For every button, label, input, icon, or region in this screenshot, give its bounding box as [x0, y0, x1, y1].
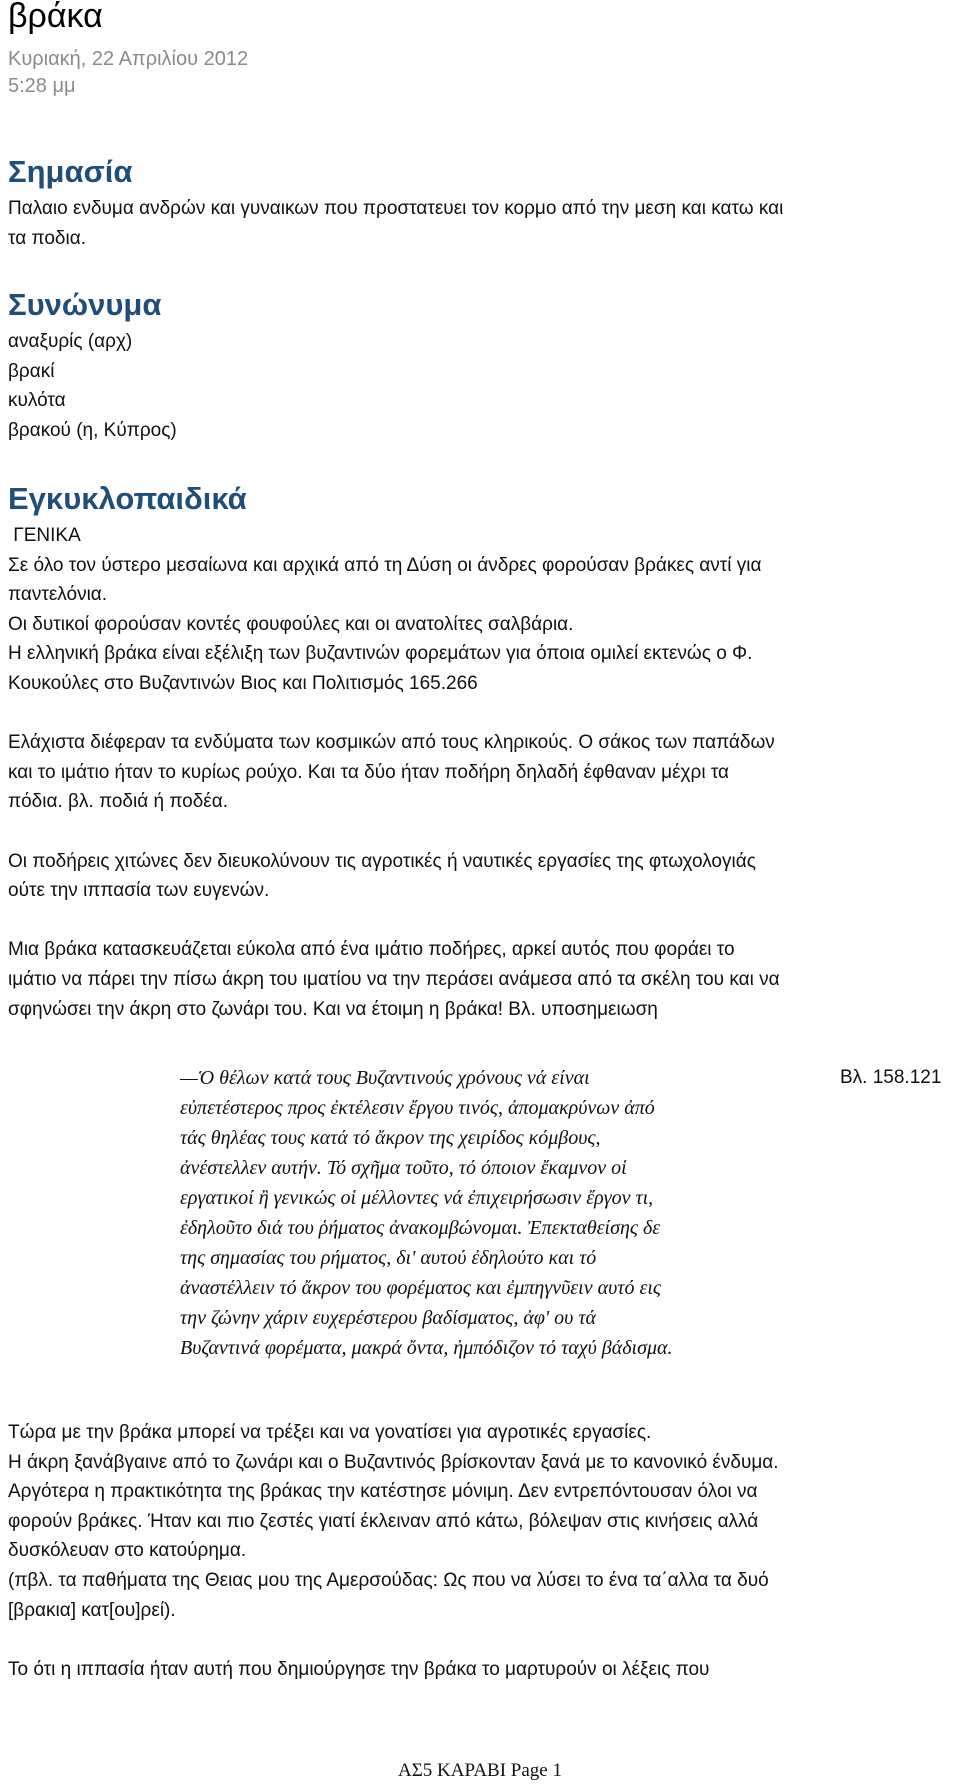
list-item: βρακί [8, 360, 55, 382]
quote-line: τάς θηλέας τους κατά τό ἄκρον της χειρίδος κόμβους, [180, 1127, 601, 1149]
text-line: τα ποδια. [8, 227, 86, 249]
text-line: παντελόνια. [8, 584, 108, 606]
quote-reference: Βλ. 158.121 [840, 1067, 942, 1088]
byzantine-quote [180, 1063, 820, 1363]
page-date: Κυριακή, 22 Απριλίου 2012 [8, 48, 249, 70]
quote-line: της σημασίας του ρήματος, δι' αυτού ἐδηλούτο και τό [180, 1247, 597, 1269]
text-line: Μια βράκα κατασκευάζεται εύκολα από ένα ιμάτιο ποδήρες, αρκεί αυτός που φοράει το [8, 939, 735, 961]
text-line: πόδια. βλ. ποδιά ή ποδέα. [8, 791, 229, 813]
synonyms-list [8, 327, 943, 445]
encyclopedic-heading: Εγκυκλοπαιδικά [8, 481, 247, 516]
page-time: 5:28 μμ [8, 75, 76, 97]
quote-line: ἀναστέλλειν τό ἄκρον του φορέματος και ἐμπηγνῦειν αυτό εις [180, 1277, 661, 1299]
page-title: βράκα [8, 0, 103, 35]
text-line: Παλαιο ενδυμα ανδρών και γυναικων που προστατευει τον κορμο από την μεση και κατω και [8, 198, 784, 219]
text-line: σφηνώσει την άκρη στο ζωνάρι του. Και να έτοιμη η βράκα! Βλ. υποσημειωση [8, 998, 658, 1020]
text-line: Το ότι η ιππασία ήταν αυτή που δημιούργησε την βράκα το μαρτυρούν οι λέξεις που [8, 1658, 710, 1680]
text-line: Η άκρη ξανάβγαινε από το ζωνάρι και ο Βυζαντινός βρίσκονταν ξανά με το κανονικό ένδυμα. [8, 1451, 779, 1473]
text-line: Κουκούλες στο Βυζαντινών Βιος και Πολιτισμός 165.266 [8, 672, 478, 694]
text-line: Τώρα με την βράκα μπορεί να τρέξει και να γονατίσει για αγροτικές εργασίες. [8, 1422, 652, 1443]
text-line: φορούν βράκες. Ήταν και πιο ζεστές γιατί έκλειναν από κάτω, βόλεψαν στις κινήσεις αλλά [8, 1510, 759, 1532]
quote-line: ἐδηλοῦτο διά του ῥήματος ἀνακομβώνομαι. Ἐπεκταθείσης δε [180, 1217, 661, 1239]
quote-line: εργατικοί ἢ γενικώς οἱ μέλλοντες νά ἐπιχειρήσωσιν ἔργον τι, [180, 1187, 654, 1209]
meaning-heading: Σημασία [8, 154, 133, 189]
text-line: Ελάχιστα διέφεραν τα ενδύματα των κοσμικών από τους κληρικούς. Ο σάκος των παπάδων [8, 732, 775, 754]
list-item: κυλότα [8, 390, 66, 412]
meaning-text [8, 194, 943, 253]
text-line: (πβλ. τα παθήματα της Θειας μου της Αμερσούδας: Ως που να λύσει το ένα τα΄αλλα τα δυό [8, 1569, 769, 1591]
quote-line: Βυζαντινά φορέματα, μακρά ὄντα, ἠμπόδιζον τό ταχύ βάδισμα. [180, 1337, 673, 1359]
encyclopedic-text [8, 521, 943, 1024]
quote-line: —Ὁ θέλων κατά τους Βυζαντινούς χρόνους νά είναι [180, 1067, 590, 1089]
text-line: ιμάτιο να πάρει την πίσω άκρη του ιματίου να την περάσει ανάμεσα από τα σκέλη του και να [8, 968, 780, 990]
list-item: αναξυρίς (αρχ) [8, 331, 133, 352]
text-line: Οι δυτικοί φορούσαν κοντές φουφούλες και οι ανατολίτες σαλβάρια. [8, 613, 574, 635]
quote-line: την ζώνην χάριν ευχερέστερου βαδίσματος, ἀφ' ου τά [180, 1307, 597, 1329]
text-line: δυσκόλευαν στο κατούρημα. [8, 1540, 247, 1562]
closing-text [8, 1418, 943, 1684]
quote-line: εὐπετέστερος προς ἐκτέλεσιν ἔργου τινός, ἀπομακρύνων ἀπό [180, 1097, 655, 1119]
synonyms-heading: Συνώνυμα [8, 287, 162, 322]
page-footer: ΑΣ5 ΚΑΡΑΒΙ Page 1 [398, 1760, 562, 1781]
text-line: Οι ποδήρεις χιτώνες δεν διευκολύνουν τις αγροτικές ή ναυτικές εργασίες της φτωχολογιάς [8, 850, 756, 872]
text-line: Αργότερα η πρακτικότητα της βράκας την κατέστησε μόνιμη. Δεν εντρεπόντουσαν όλοι να [8, 1481, 758, 1503]
text-line: [βρακια] κατ[ου]ρεί). [8, 1599, 176, 1621]
text-line: ούτε την ιππασία των ευγενών. [8, 880, 270, 902]
text-line: Σε όλο τον ύστερο μεσαίωνα και αρχικά από τη Δύση οι άνδρες φορούσαν βράκες αντί για [8, 554, 762, 576]
list-item: βρακού (η, Κύπρος) [8, 419, 177, 441]
subheading: ΓΕΝΙΚΑ [8, 525, 81, 546]
quote-line: ἀνέστελλεν αυτήν. Τό σχῆμα τοῦτο, τό όποιον ἔκαμνον οἱ [180, 1157, 627, 1179]
text-line: και το ιμάτιο ήταν το κυρίως ρούχο. Και τα δύο ήταν ποδήρη δηλαδή έφθαναν μέχρι τα [8, 761, 730, 783]
text-line: Η ελληνική βράκα είναι εξέλιξη των βυζαντινών φορεμάτων για όποια ομιλεί εκτενώς ο Φ. [8, 643, 753, 665]
